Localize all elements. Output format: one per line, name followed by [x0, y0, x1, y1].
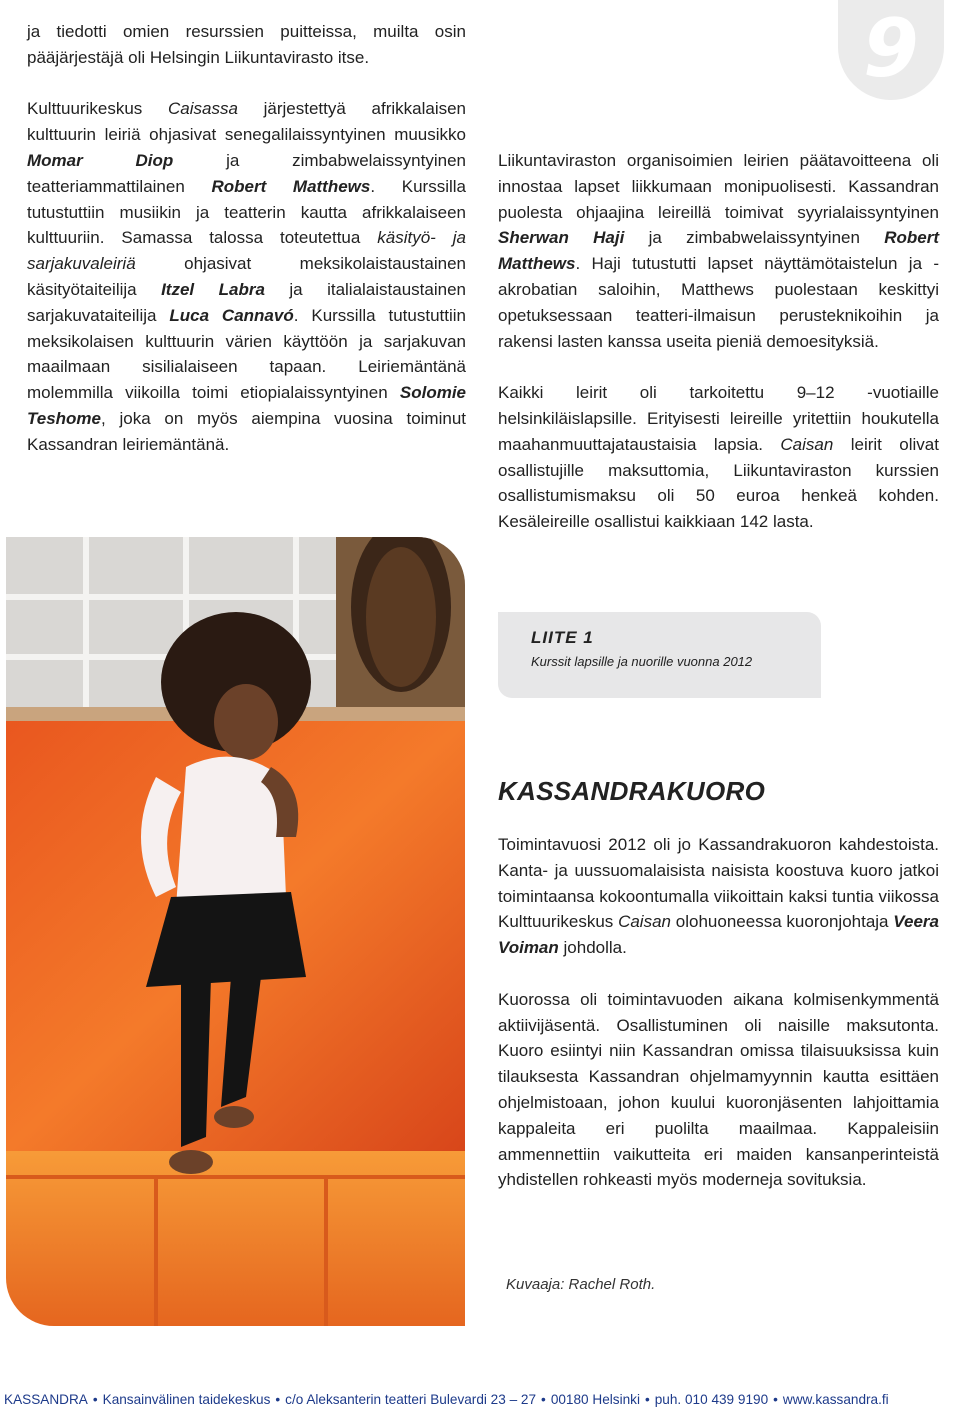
appendix-subtitle: Kurssit lapsille ja nuorille vuonna 2012 [531, 654, 753, 669]
person-name: Robert Matthews [498, 228, 939, 274]
choir-column [498, 832, 939, 1219]
left-column [27, 19, 466, 483]
footer-separator: • [541, 1392, 546, 1407]
right-paragraph-1: Liikuntaviraston organisoimien leirien päätavoitteena oli innostaa lapset liikkumaan monipuolisesti. Kassandran puolesta ohjaajina leireillä toimivat syyrialaissyntyinen Sherwan Haji ja zimbabwelaissyntyinen Robert Matthews. Haji tutustutti lapset näyttämötaistelun ja -akrobatian saloihin, Matthews puolestaan keskittyi opetuksessaan teatteri-ilmaisun perusteknikoihin ja rakensi lasten kanssa useita pieniä demoesityksiä. [498, 151, 939, 351]
appendix-title: LIITE 1 [531, 628, 594, 647]
left-paragraph-1: ja tiedotti omien resurssien puitteissa, muilta osin pääjärjestäjä oli Helsingin Liikuntavirasto itse. [27, 22, 466, 67]
footer-separator: • [275, 1392, 281, 1407]
photo-credit: Kuvaaja: Rachel Roth. [506, 1276, 656, 1293]
page-number-tab [838, 0, 944, 100]
section-title: KASSANDRAKUORO [498, 776, 766, 806]
photo-girl-jumping [6, 537, 465, 1326]
footer-desc: Kansainvälinen taidekeskus [102, 1392, 271, 1407]
choir-paragraph-2: Kuorossa oli toimintavuoden aikana kolmisenkymmentä aktiivijäsentä. Osallistuminen oli naisille maksutonta. Kuoro esiintyi niin Kassandran omissa tilaisuuksissa kuin tilauksesta Kassandran ohjelmamyynnin kautta esittäen ohjelmistoaan, johon kuului kuoronjäsenten lahjoittamia kappaleita eri puolilta maailmaa. Kappaleisiin ammennettiin vaikutteita eri maiden kansanperinteistä yhdistellen rohkeasti myös moderneja sovituksia. [498, 989, 939, 1190]
person-name: Momar Diop [27, 150, 174, 170]
person-name: Solomie Teshome [27, 383, 466, 428]
right-paragraph-2: Kaikki leirit oli tarkoitettu 9–12 -vuotiaille helsinkiläislapsille. Erityisesti leireille yritettiin houkutella maahanmuuttajataustaisia lapsia. Caisan leirit olivat osallistujille maksuttomia, Liikuntaviraston kurssien osallistumismaksu oli 50 euroa henkeä kohden. Kesäleireille osallistui kaikkiaan 142 lasta. [498, 383, 939, 532]
page-number: 9 [863, 2, 919, 95]
footer-website-link[interactable]: www.kassandra.fi [782, 1392, 889, 1407]
footer-address: c/o Aleksanterin teatteri Bulevardi 23 – 27 [285, 1392, 537, 1407]
right-column [498, 148, 939, 561]
footer-phone: puh. 010 439 9190 [654, 1392, 769, 1407]
person-name: Robert Matthews [211, 176, 371, 196]
footer-separator: • [773, 1392, 778, 1407]
person-name: Sherwan Haji [498, 228, 625, 248]
footer-separator: • [644, 1392, 650, 1407]
footer-separator: • [92, 1392, 98, 1407]
footer-org: KASSANDRA [4, 1392, 88, 1407]
person-name: Itzel Labra [161, 279, 265, 299]
person-name: Luca Cannavó [169, 305, 294, 325]
footer-postal: 00180 Helsinki [550, 1392, 640, 1407]
appendix-box [498, 612, 821, 698]
choir-paragraph-1: Toimintavuosi 2012 oli jo Kassandrakuoron kahdestoista. Kanta- ja uussuomalaisista naisista koostuva kuoro jatkoi toimintaansa kokoontumalla viikoittain kaksi tuntia viikossa Kulttuurikeskus Caisan olohuoneessa kuoronjohtaja Veera Voiman johdolla. [498, 835, 939, 958]
left-paragraph-2: Kulttuurikeskus Caisassa järjestettyä afrikkalaisen kulttuurin leiriä ohjasivat senegalilaissyntyinen muusikko Momar Diop ja zimbabwelaissyntyinen teatteriammattilainen Robert Matthews. Kurssilla tutustuttiin musiikin ja teatterin kautta afrikkalaiseen kulttuuriin. Samassa talossa toteutettua käsityö- ja sarjakuvaleiriä ohjasivat meksikolaistaustainen käsityötaiteilija Itzel Labra ja italialaistaustainen sarjakuvataiteilija Luca Cannavó. Kurssilla tutustuttiin meksikolaisen kulttuurin värien käyttöön ja sarjakuvan maailmaan sisilialaiseen tapaan. Leiriemäntänä molemmilla viikoilla toimi etiopialaissyntyinen Solomie Teshome, joka on myös aiempina vuosina toiminut Kassandran leiriemäntänä. [27, 99, 467, 454]
person-name: Veera Voiman [498, 912, 939, 958]
page-footer [4, 1392, 956, 1407]
